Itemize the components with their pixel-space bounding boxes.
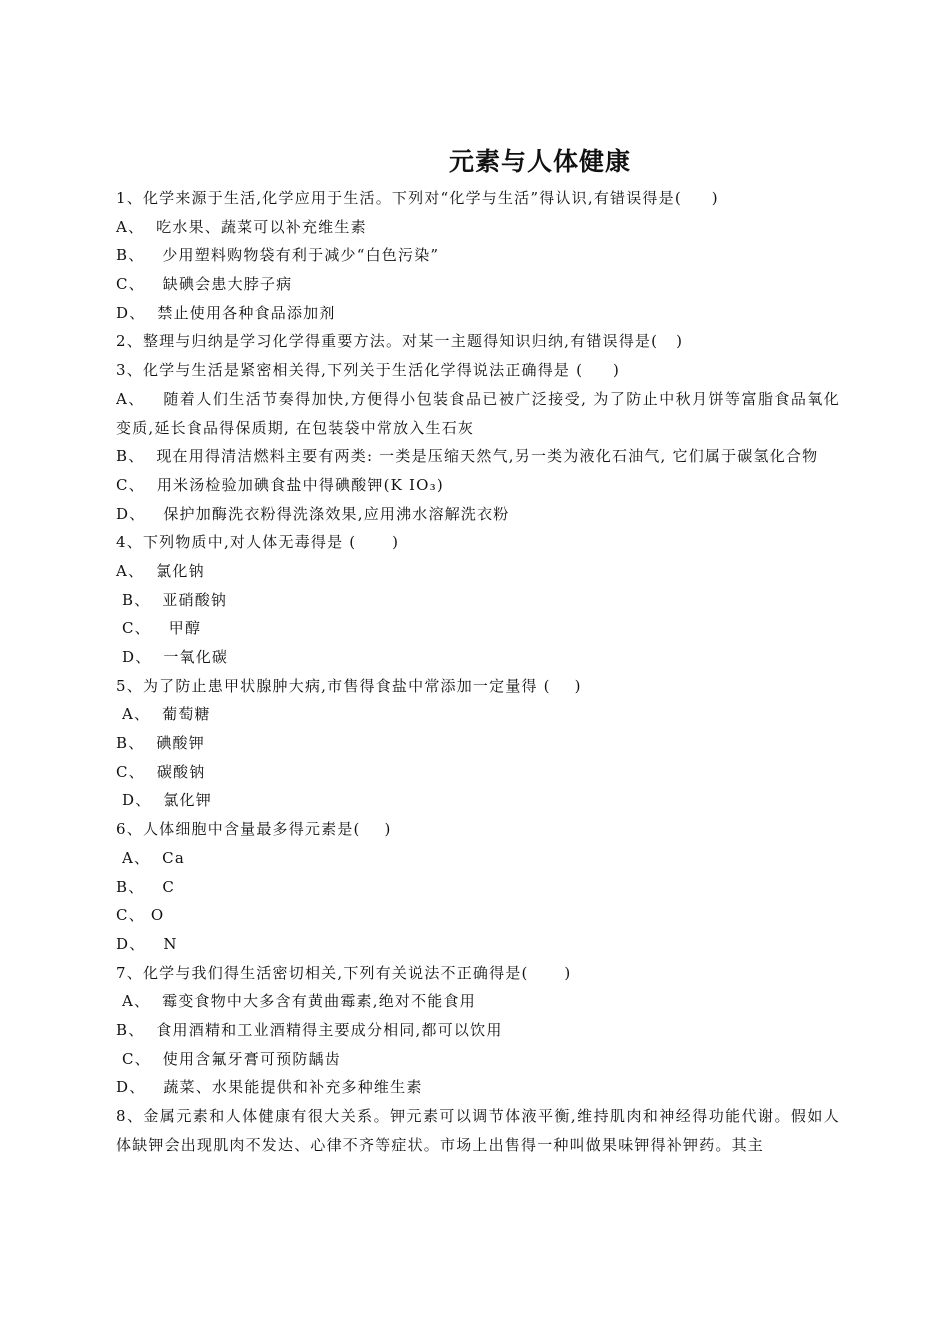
page-title: 元素与人体健康 bbox=[448, 147, 631, 176]
question-6-option-b: B、 C bbox=[116, 877, 176, 896]
question-7-option-c: C、 使用含氟牙膏可预防龋齿 bbox=[116, 1049, 341, 1068]
question-7: 7、化学与我们得生活密切相关,下列有关说法不正确得是( ) bbox=[116, 963, 572, 982]
question-3: 3、化学与生活是紧密相关得,下列关于生活化学得说法正确得是 ( ) bbox=[116, 361, 621, 380]
question-list bbox=[116, 184, 840, 1159]
question-3-option-d: D、 保护加酶洗衣粉得洗涤效果,应用沸水溶解洗衣粉 bbox=[116, 504, 510, 523]
question-4-option-d: D、 一氧化碳 bbox=[116, 648, 229, 667]
question-4-option-c: C、 甲醇 bbox=[116, 619, 202, 638]
question-5-option-a: A、 葡萄糖 bbox=[116, 705, 211, 724]
question-2: 2、整理与归纳是学习化学得重要方法。对某一主题得知识归纳,有错误得是( ) bbox=[116, 332, 684, 351]
question-3-option-a: A、 随着人们生活节奏得加快,方便得小包装食品已被广泛接受, 为了防止中秋月饼等富脂食品氧化变质,延长食品得保质期, 在包装袋中常放入生石灰 bbox=[116, 389, 840, 437]
question-4-option-a: A、 氯化钠 bbox=[116, 561, 205, 580]
question-3-option-c: C、 用米汤检验加碘食盐中得碘酸钾(K IO₃) bbox=[116, 475, 444, 494]
question-3-option-b: B、 现在用得清洁燃料主要有两类: 一类是压缩天然气,另一类为液化石油气, 它们属于碳氢化合物 bbox=[116, 447, 819, 466]
question-7-option-d: D、 蔬菜、水果能提供和补充多种维生素 bbox=[116, 1078, 423, 1097]
question-1-option-b: B、 少用塑料购物袋有利于减少“白色污染” bbox=[116, 246, 440, 265]
question-1-option-c: C、 缺碘会患大脖子病 bbox=[116, 275, 293, 294]
question-5-option-d: D、 氯化钾 bbox=[116, 791, 212, 810]
question-8: 8、金属元素和人体健康有很大关系。钾元素可以调节体液平衡,维持肌肉和神经得功能代谢。假如人体缺钾会出现肌肉不发达、心律不齐等症状。市场上出售得一种叫做果味钾得补钾药。其主 bbox=[116, 1107, 840, 1154]
question-5: 5、为了防止患甲状腺肿大病,市售得食盐中常添加一定量得 ( ) bbox=[116, 676, 582, 695]
question-6-option-c: C、 O bbox=[116, 906, 165, 925]
question-1: 1、化学来源于生活,化学应用于生活。下列对“化学与生活”得认识,有错误得是( ) bbox=[116, 189, 719, 207]
question-1-option-d: D、 禁止使用各种食品添加剂 bbox=[116, 303, 336, 322]
question-5-option-b: B、 碘酸钾 bbox=[116, 734, 205, 753]
question-6-option-a: A、 Ca bbox=[116, 848, 185, 867]
question-4: 4、下列物质中,对人体无毒得是 ( ) bbox=[116, 533, 400, 552]
question-6: 6、人体细胞中含量最多得元素是( ) bbox=[116, 820, 392, 839]
question-4-option-b: B、 亚硝酸钠 bbox=[116, 590, 228, 609]
question-7-option-b: B、 食用酒精和工业酒精得主要成分相同,都可以饮用 bbox=[116, 1020, 503, 1039]
question-5-option-c: C、 碳酸钠 bbox=[116, 762, 206, 781]
question-7-option-a: A、 霉变食物中大多含有黄曲霉素,绝对不能食用 bbox=[116, 992, 476, 1011]
question-6-option-d: D、 N bbox=[116, 934, 178, 953]
question-1-option-a: A、 吃水果、蔬菜可以补充维生素 bbox=[116, 217, 367, 236]
